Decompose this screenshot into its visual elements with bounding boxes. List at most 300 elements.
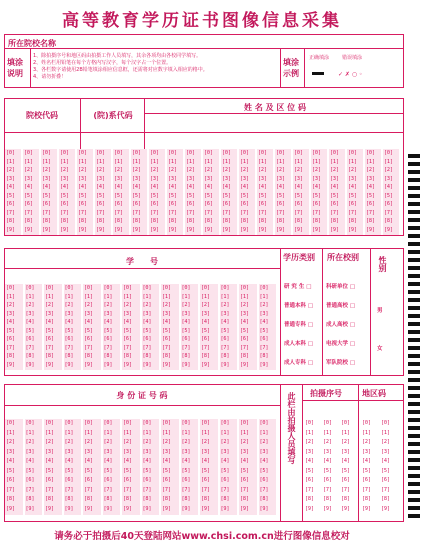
digit-bubble[interactable]: [6] xyxy=(305,477,314,483)
digit-bubble[interactable]: [6] xyxy=(6,201,15,207)
digit-bubble[interactable]: [6] xyxy=(142,477,152,483)
digit-bubble[interactable]: [1] xyxy=(276,158,285,165)
digit-bubble[interactable]: [9] xyxy=(84,505,93,512)
digit-bubble[interactable]: [1] xyxy=(142,293,152,300)
edu-type-option[interactable]: 研 究 生 □ xyxy=(284,284,312,290)
digit-bubble[interactable]: [3] xyxy=(201,310,210,317)
digit-bubble[interactable]: [0] xyxy=(258,150,267,156)
digit-bubble[interactable]: [0] xyxy=(305,420,314,426)
digit-bubble[interactable]: [3] xyxy=(6,310,15,317)
digit-bubble[interactable]: [3] xyxy=(305,448,314,455)
digit-bubble[interactable]: [9] xyxy=(132,226,141,233)
digit-bubble[interactable]: [4] xyxy=(60,184,69,190)
digit-bubble[interactable]: [0] xyxy=(123,285,132,291)
digit-bubble[interactable]: [7] xyxy=(24,209,33,216)
digit-bubble[interactable]: [7] xyxy=(60,209,69,216)
digit-bubble[interactable]: [8] xyxy=(162,496,171,502)
digit-bubble[interactable]: [0] xyxy=(96,150,105,156)
digit-bubble[interactable]: [8] xyxy=(330,218,339,224)
digit-bubble[interactable]: [4] xyxy=(362,458,371,464)
digit-bubble[interactable]: [9] xyxy=(142,505,152,512)
digit-bubble[interactable]: [3] xyxy=(123,310,132,317)
digit-bubble[interactable]: [1] xyxy=(25,293,35,300)
digit-bubble[interactable]: [6] xyxy=(312,201,321,207)
digit-bubble[interactable]: [1] xyxy=(323,429,332,436)
digit-bubble[interactable]: [8] xyxy=(60,218,69,224)
digit-bubble[interactable]: [4] xyxy=(348,184,357,190)
digit-bubble[interactable]: [1] xyxy=(42,158,51,165)
digit-bubble[interactable]: [2] xyxy=(220,302,230,308)
digit-bubble[interactable]: [2] xyxy=(186,167,195,173)
digit-bubble[interactable]: [6] xyxy=(168,201,177,207)
digit-bubble[interactable]: [3] xyxy=(45,310,54,317)
digit-bubble[interactable]: [5] xyxy=(259,467,269,474)
digit-bubble[interactable]: [5] xyxy=(132,192,141,199)
digit-bubble[interactable]: [5] xyxy=(305,467,314,474)
digit-bubble[interactable]: [6] xyxy=(132,201,141,207)
digit-bubble[interactable]: [3] xyxy=(276,175,285,182)
digit-bubble[interactable]: [5] xyxy=(123,327,132,334)
digit-bubble[interactable]: [3] xyxy=(240,175,249,182)
digit-bubble[interactable]: [8] xyxy=(114,218,123,224)
digit-bubble[interactable]: [6] xyxy=(220,336,230,342)
digit-bubble[interactable]: [7] xyxy=(330,209,339,216)
digit-bubble[interactable]: [0] xyxy=(84,420,93,426)
digit-bubble[interactable]: [6] xyxy=(6,336,15,342)
digit-bubble[interactable]: [5] xyxy=(6,327,15,334)
digit-bubble[interactable]: [6] xyxy=(162,477,171,483)
digit-bubble[interactable]: [7] xyxy=(362,486,371,493)
digit-bubble[interactable]: [4] xyxy=(222,184,231,190)
digit-bubble[interactable]: [4] xyxy=(381,458,390,464)
digit-bubble[interactable]: [2] xyxy=(150,167,159,173)
digit-bubble[interactable]: [5] xyxy=(366,192,375,199)
digit-bubble[interactable]: [1] xyxy=(258,158,267,165)
digit-bubble[interactable]: [6] xyxy=(123,336,132,342)
digit-bubble[interactable]: [7] xyxy=(201,344,210,351)
gender-option[interactable]: 男 xyxy=(377,308,383,314)
digit-bubble[interactable]: [0] xyxy=(366,150,375,156)
digit-bubble[interactable]: [6] xyxy=(323,477,332,483)
digit-bubble[interactable]: [6] xyxy=(42,201,51,207)
digit-bubble[interactable]: [8] xyxy=(323,496,332,502)
digit-bubble[interactable]: [7] xyxy=(6,209,15,216)
digit-bubble[interactable]: [7] xyxy=(42,209,51,216)
digit-bubble[interactable]: [5] xyxy=(220,327,230,334)
digit-bubble[interactable]: [8] xyxy=(150,218,159,224)
digit-bubble[interactable]: [3] xyxy=(204,175,213,182)
digit-bubble[interactable]: [3] xyxy=(362,448,371,455)
digit-bubble[interactable]: [2] xyxy=(42,167,51,173)
digit-bubble[interactable]: [1] xyxy=(6,158,15,165)
digit-bubble[interactable]: [3] xyxy=(132,175,141,182)
digit-bubble[interactable]: [4] xyxy=(220,458,230,464)
digit-bubble[interactable]: [0] xyxy=(341,420,350,426)
digit-bubble[interactable]: [2] xyxy=(45,439,54,445)
digit-bubble[interactable]: [9] xyxy=(204,226,213,233)
digit-bubble[interactable]: [7] xyxy=(96,209,105,216)
digit-bubble[interactable]: [3] xyxy=(78,175,87,182)
digit-bubble[interactable]: [6] xyxy=(181,477,191,483)
digit-bubble[interactable]: [1] xyxy=(181,293,191,300)
digit-bubble[interactable]: [5] xyxy=(348,192,357,199)
digit-bubble[interactable]: [1] xyxy=(45,429,54,436)
digit-bubble[interactable]: [8] xyxy=(181,496,191,502)
digit-bubble[interactable]: [6] xyxy=(366,201,375,207)
digit-bubble[interactable]: [5] xyxy=(64,467,74,474)
digit-bubble[interactable]: [1] xyxy=(186,158,195,165)
digit-bubble[interactable]: [4] xyxy=(168,184,177,190)
digit-bubble[interactable]: [4] xyxy=(305,458,314,464)
digit-bubble[interactable]: [0] xyxy=(142,420,152,426)
digit-bubble[interactable]: [7] xyxy=(201,486,210,493)
digit-bubble[interactable]: [0] xyxy=(384,150,393,156)
digit-bubble[interactable]: [2] xyxy=(103,302,113,308)
digit-bubble[interactable]: [9] xyxy=(381,505,390,512)
digit-bubble[interactable]: [2] xyxy=(78,167,87,173)
digit-bubble[interactable]: [1] xyxy=(201,293,210,300)
digit-bubble[interactable]: [5] xyxy=(259,327,269,334)
digit-bubble[interactable]: [8] xyxy=(45,496,54,502)
edu-type-option[interactable]: 成人专科 □ xyxy=(284,360,314,366)
digit-bubble[interactable]: [0] xyxy=(259,285,269,291)
digit-bubble[interactable]: [2] xyxy=(384,167,393,173)
digit-bubble[interactable]: [0] xyxy=(64,420,74,426)
digit-bubble[interactable]: [7] xyxy=(142,344,152,351)
digit-bubble[interactable]: [9] xyxy=(64,361,74,368)
digit-bubble[interactable]: [2] xyxy=(276,167,285,173)
digit-bubble[interactable]: [3] xyxy=(114,175,123,182)
digit-bubble[interactable]: [9] xyxy=(103,505,113,512)
digit-bubble[interactable]: [3] xyxy=(240,448,249,455)
digit-bubble[interactable]: [0] xyxy=(25,420,35,426)
digit-bubble[interactable]: [5] xyxy=(96,192,105,199)
digit-bubble[interactable]: [1] xyxy=(240,429,249,436)
digit-bubble[interactable]: [5] xyxy=(84,327,93,334)
digit-bubble[interactable]: [7] xyxy=(240,344,249,351)
digit-bubble[interactable]: [8] xyxy=(348,218,357,224)
digit-bubble[interactable]: [5] xyxy=(84,467,93,474)
digit-bubble[interactable]: [2] xyxy=(240,302,249,308)
digit-bubble[interactable]: [7] xyxy=(259,486,269,493)
digit-bubble[interactable]: [5] xyxy=(103,467,113,474)
digit-bubble[interactable]: [7] xyxy=(162,486,171,493)
digit-bubble[interactable]: [6] xyxy=(240,336,249,342)
digit-bubble[interactable]: [9] xyxy=(42,226,51,233)
digit-bubble[interactable]: [0] xyxy=(132,150,141,156)
digit-bubble[interactable]: [2] xyxy=(25,302,35,308)
digit-bubble[interactable]: [4] xyxy=(220,319,230,325)
digit-bubble[interactable]: [3] xyxy=(384,175,393,182)
digit-bubble[interactable]: [3] xyxy=(259,448,269,455)
edu-type-option[interactable]: 成人本科 □ xyxy=(284,341,314,347)
digit-bubble[interactable]: [5] xyxy=(276,192,285,199)
digit-bubble[interactable]: [2] xyxy=(103,439,113,445)
digit-bubble[interactable]: [9] xyxy=(6,226,15,233)
digit-bubble[interactable]: [6] xyxy=(96,201,105,207)
digit-bubble[interactable]: [9] xyxy=(168,226,177,233)
digit-bubble[interactable]: [5] xyxy=(204,192,213,199)
digit-bubble[interactable]: [4] xyxy=(142,458,152,464)
digit-bubble[interactable]: [4] xyxy=(341,458,350,464)
digit-bubble[interactable]: [8] xyxy=(220,496,230,502)
digit-bubble[interactable]: [4] xyxy=(25,458,35,464)
digit-bubble[interactable]: [6] xyxy=(259,477,269,483)
digit-bubble[interactable]: [0] xyxy=(114,150,123,156)
digit-bubble[interactable]: [1] xyxy=(25,429,35,436)
digit-bubble[interactable]: [5] xyxy=(294,192,303,199)
digit-bubble[interactable]: [6] xyxy=(142,336,152,342)
digit-bubble[interactable]: [6] xyxy=(25,477,35,483)
digit-bubble[interactable]: [5] xyxy=(42,192,51,199)
digit-bubble[interactable]: [1] xyxy=(103,429,113,436)
digit-bubble[interactable]: [3] xyxy=(312,175,321,182)
digit-bubble[interactable]: [6] xyxy=(348,201,357,207)
digit-bubble[interactable]: [9] xyxy=(96,226,105,233)
digit-bubble[interactable]: [6] xyxy=(114,201,123,207)
digit-bubble[interactable]: [8] xyxy=(259,353,269,359)
digit-bubble[interactable]: [4] xyxy=(162,458,171,464)
digit-bubble[interactable]: [6] xyxy=(123,477,132,483)
digit-bubble[interactable]: [5] xyxy=(181,327,191,334)
digit-bubble[interactable]: [9] xyxy=(64,505,74,512)
digit-bubble[interactable]: [5] xyxy=(6,467,15,474)
digit-bubble[interactable]: [1] xyxy=(24,158,33,165)
digit-bubble[interactable]: [7] xyxy=(259,344,269,351)
digit-bubble[interactable]: [6] xyxy=(330,201,339,207)
digit-bubble[interactable]: [0] xyxy=(204,150,213,156)
gender-option[interactable]: 女 xyxy=(377,346,383,352)
digit-bubble[interactable]: [9] xyxy=(162,505,171,512)
digit-bubble[interactable]: [3] xyxy=(162,310,171,317)
digit-bubble[interactable]: [3] xyxy=(84,310,93,317)
digit-bubble[interactable]: [4] xyxy=(259,319,269,325)
digit-bubble[interactable]: [5] xyxy=(240,327,249,334)
digit-bubble[interactable]: [1] xyxy=(64,429,74,436)
digit-bubble[interactable]: [8] xyxy=(240,496,249,502)
digit-bubble[interactable]: [9] xyxy=(220,361,230,368)
digit-bubble[interactable]: [7] xyxy=(294,209,303,216)
digit-bubble[interactable]: [5] xyxy=(25,467,35,474)
digit-bubble[interactable]: [7] xyxy=(323,486,332,493)
digit-bubble[interactable]: [0] xyxy=(142,285,152,291)
digit-bubble[interactable]: [5] xyxy=(312,192,321,199)
digit-bubble[interactable]: [7] xyxy=(78,209,87,216)
digit-bubble[interactable]: [8] xyxy=(96,218,105,224)
digit-bubble[interactable]: [4] xyxy=(96,184,105,190)
digit-bubble[interactable]: [5] xyxy=(258,192,267,199)
digit-bubble[interactable]: [6] xyxy=(201,336,210,342)
digit-bubble[interactable]: [3] xyxy=(103,310,113,317)
digit-bubble[interactable]: [4] xyxy=(276,184,285,190)
digit-bubble[interactable]: [9] xyxy=(24,226,33,233)
digit-bubble[interactable]: [6] xyxy=(103,477,113,483)
digit-bubble[interactable]: [9] xyxy=(384,226,393,233)
digit-bubble[interactable]: [2] xyxy=(312,167,321,173)
digit-bubble[interactable]: [1] xyxy=(162,429,171,436)
digit-bubble[interactable]: [1] xyxy=(366,158,375,165)
digit-bubble[interactable]: [3] xyxy=(64,448,74,455)
digit-bubble[interactable]: [4] xyxy=(6,458,15,464)
digit-bubble[interactable]: [2] xyxy=(181,439,191,445)
digit-bubble[interactable]: [0] xyxy=(64,285,74,291)
digit-bubble[interactable]: [4] xyxy=(294,184,303,190)
digit-bubble[interactable]: [7] xyxy=(123,486,132,493)
digit-bubble[interactable]: [8] xyxy=(6,496,15,502)
digit-bubble[interactable]: [0] xyxy=(45,285,54,291)
digit-bubble[interactable]: [0] xyxy=(162,285,171,291)
digit-bubble[interactable]: [8] xyxy=(78,218,87,224)
digit-bubble[interactable]: [6] xyxy=(259,336,269,342)
digit-bubble[interactable]: [5] xyxy=(323,467,332,474)
digit-bubble[interactable]: [4] xyxy=(64,458,74,464)
school-location-option[interactable]: 电视大学 □ xyxy=(326,341,356,347)
digit-bubble[interactable]: [4] xyxy=(84,319,93,325)
digit-bubble[interactable]: [4] xyxy=(103,458,113,464)
digit-bubble[interactable]: [1] xyxy=(222,158,231,165)
digit-bubble[interactable]: [0] xyxy=(84,285,93,291)
digit-bubble[interactable]: [3] xyxy=(220,448,230,455)
digit-bubble[interactable]: [9] xyxy=(6,505,15,512)
digit-bubble[interactable]: [1] xyxy=(123,429,132,436)
digit-bubble[interactable]: [7] xyxy=(84,344,93,351)
digit-bubble[interactable]: [8] xyxy=(162,353,171,359)
digit-bubble[interactable]: [2] xyxy=(162,439,171,445)
digit-bubble[interactable]: [1] xyxy=(96,158,105,165)
digit-bubble[interactable]: [6] xyxy=(150,201,159,207)
digit-bubble[interactable]: [9] xyxy=(312,226,321,233)
digit-bubble[interactable]: [2] xyxy=(259,439,269,445)
digit-bubble[interactable]: [8] xyxy=(103,353,113,359)
digit-bubble[interactable]: [8] xyxy=(362,496,371,502)
digit-bubble[interactable]: [3] xyxy=(142,448,152,455)
digit-bubble[interactable]: [1] xyxy=(341,429,350,436)
digit-bubble[interactable]: [7] xyxy=(162,344,171,351)
digit-bubble[interactable]: [4] xyxy=(181,319,191,325)
digit-bubble[interactable]: [5] xyxy=(123,467,132,474)
digit-bubble[interactable]: [0] xyxy=(42,150,51,156)
digit-bubble[interactable]: [2] xyxy=(142,302,152,308)
digit-bubble[interactable]: [0] xyxy=(103,285,113,291)
digit-bubble[interactable]: [3] xyxy=(181,310,191,317)
digit-bubble[interactable]: [6] xyxy=(204,201,213,207)
digit-bubble[interactable]: [8] xyxy=(366,218,375,224)
digit-bubble[interactable]: [0] xyxy=(201,420,210,426)
digit-bubble[interactable]: [0] xyxy=(186,150,195,156)
digit-bubble[interactable]: [4] xyxy=(162,319,171,325)
digit-bubble[interactable]: [3] xyxy=(341,448,350,455)
digit-bubble[interactable]: [3] xyxy=(323,448,332,455)
digit-bubble[interactable]: [6] xyxy=(103,336,113,342)
digit-bubble[interactable]: [0] xyxy=(6,420,15,426)
digit-bubble[interactable]: [4] xyxy=(384,184,393,190)
digit-bubble[interactable]: [1] xyxy=(204,158,213,165)
digit-bubble[interactable]: [4] xyxy=(330,184,339,190)
digit-bubble[interactable]: [9] xyxy=(45,361,54,368)
digit-bubble[interactable]: [5] xyxy=(201,467,210,474)
school-location-option[interactable]: 成人高校 □ xyxy=(326,322,356,328)
digit-bubble[interactable]: [4] xyxy=(201,458,210,464)
digit-bubble[interactable]: [4] xyxy=(181,458,191,464)
digit-bubble[interactable]: [2] xyxy=(259,302,269,308)
digit-bubble[interactable]: [3] xyxy=(220,310,230,317)
digit-bubble[interactable]: [6] xyxy=(240,201,249,207)
digit-bubble[interactable]: [1] xyxy=(220,293,230,300)
digit-bubble[interactable]: [9] xyxy=(294,226,303,233)
digit-bubble[interactable]: [9] xyxy=(240,361,249,368)
digit-bubble[interactable]: [8] xyxy=(6,353,15,359)
digit-bubble[interactable]: [2] xyxy=(45,302,54,308)
digit-bubble[interactable]: [1] xyxy=(362,429,371,436)
digit-bubble[interactable]: [0] xyxy=(60,150,69,156)
digit-bubble[interactable]: [5] xyxy=(25,327,35,334)
digit-bubble[interactable]: [5] xyxy=(186,192,195,199)
digit-bubble[interactable]: [7] xyxy=(220,344,230,351)
digit-bubble[interactable]: [4] xyxy=(123,319,132,325)
digit-bubble[interactable]: [2] xyxy=(142,439,152,445)
digit-bubble[interactable]: [8] xyxy=(384,218,393,224)
digit-bubble[interactable]: [4] xyxy=(78,184,87,190)
digit-bubble[interactable]: [8] xyxy=(64,353,74,359)
digit-bubble[interactable]: [8] xyxy=(222,218,231,224)
digit-bubble[interactable]: [9] xyxy=(25,505,35,512)
digit-bubble[interactable]: [6] xyxy=(64,336,74,342)
digit-bubble[interactable]: [8] xyxy=(201,496,210,502)
digit-bubble[interactable]: [4] xyxy=(323,458,332,464)
digit-bubble[interactable]: [4] xyxy=(45,458,54,464)
digit-bubble[interactable]: [5] xyxy=(362,467,371,474)
digit-bubble[interactable]: [2] xyxy=(181,302,191,308)
digit-bubble[interactable]: [9] xyxy=(259,505,269,512)
digit-bubble[interactable]: [2] xyxy=(381,439,390,445)
digit-bubble[interactable]: [7] xyxy=(123,344,132,351)
digit-bubble[interactable]: [0] xyxy=(45,420,54,426)
digit-bubble[interactable]: [3] xyxy=(6,448,15,455)
digit-bubble[interactable]: [4] xyxy=(204,184,213,190)
digit-bubble[interactable]: [2] xyxy=(258,167,267,173)
digit-bubble[interactable]: [7] xyxy=(222,209,231,216)
digit-bubble[interactable]: [1] xyxy=(64,293,74,300)
digit-bubble[interactable]: [9] xyxy=(259,361,269,368)
digit-bubble[interactable]: [1] xyxy=(6,429,15,436)
digit-bubble[interactable]: [0] xyxy=(259,420,269,426)
digit-bubble[interactable]: [2] xyxy=(220,439,230,445)
digit-bubble[interactable]: [7] xyxy=(366,209,375,216)
digit-bubble[interactable]: [9] xyxy=(84,361,93,368)
digit-bubble[interactable]: [3] xyxy=(24,175,33,182)
digit-bubble[interactable]: [0] xyxy=(181,420,191,426)
digit-bubble[interactable]: [2] xyxy=(6,302,15,308)
digit-bubble[interactable]: [9] xyxy=(6,361,15,368)
digit-bubble[interactable]: [3] xyxy=(330,175,339,182)
digit-bubble[interactable]: [8] xyxy=(24,218,33,224)
digit-bubble[interactable]: [8] xyxy=(294,218,303,224)
digit-bubble[interactable]: [6] xyxy=(45,477,54,483)
digit-bubble[interactable]: [3] xyxy=(60,175,69,182)
digit-bubble[interactable]: [3] xyxy=(45,448,54,455)
digit-bubble[interactable]: [0] xyxy=(6,150,15,156)
digit-bubble[interactable]: [8] xyxy=(142,496,152,502)
digit-bubble[interactable]: [1] xyxy=(384,158,393,165)
digit-bubble[interactable]: [1] xyxy=(114,158,123,165)
digit-bubble[interactable]: [6] xyxy=(276,201,285,207)
digit-bubble[interactable]: [7] xyxy=(25,344,35,351)
digit-bubble[interactable]: [7] xyxy=(114,209,123,216)
digit-bubble[interactable]: [0] xyxy=(103,420,113,426)
digit-bubble[interactable]: [9] xyxy=(181,505,191,512)
digit-bubble[interactable]: [8] xyxy=(220,353,230,359)
digit-bubble[interactable]: [2] xyxy=(123,302,132,308)
